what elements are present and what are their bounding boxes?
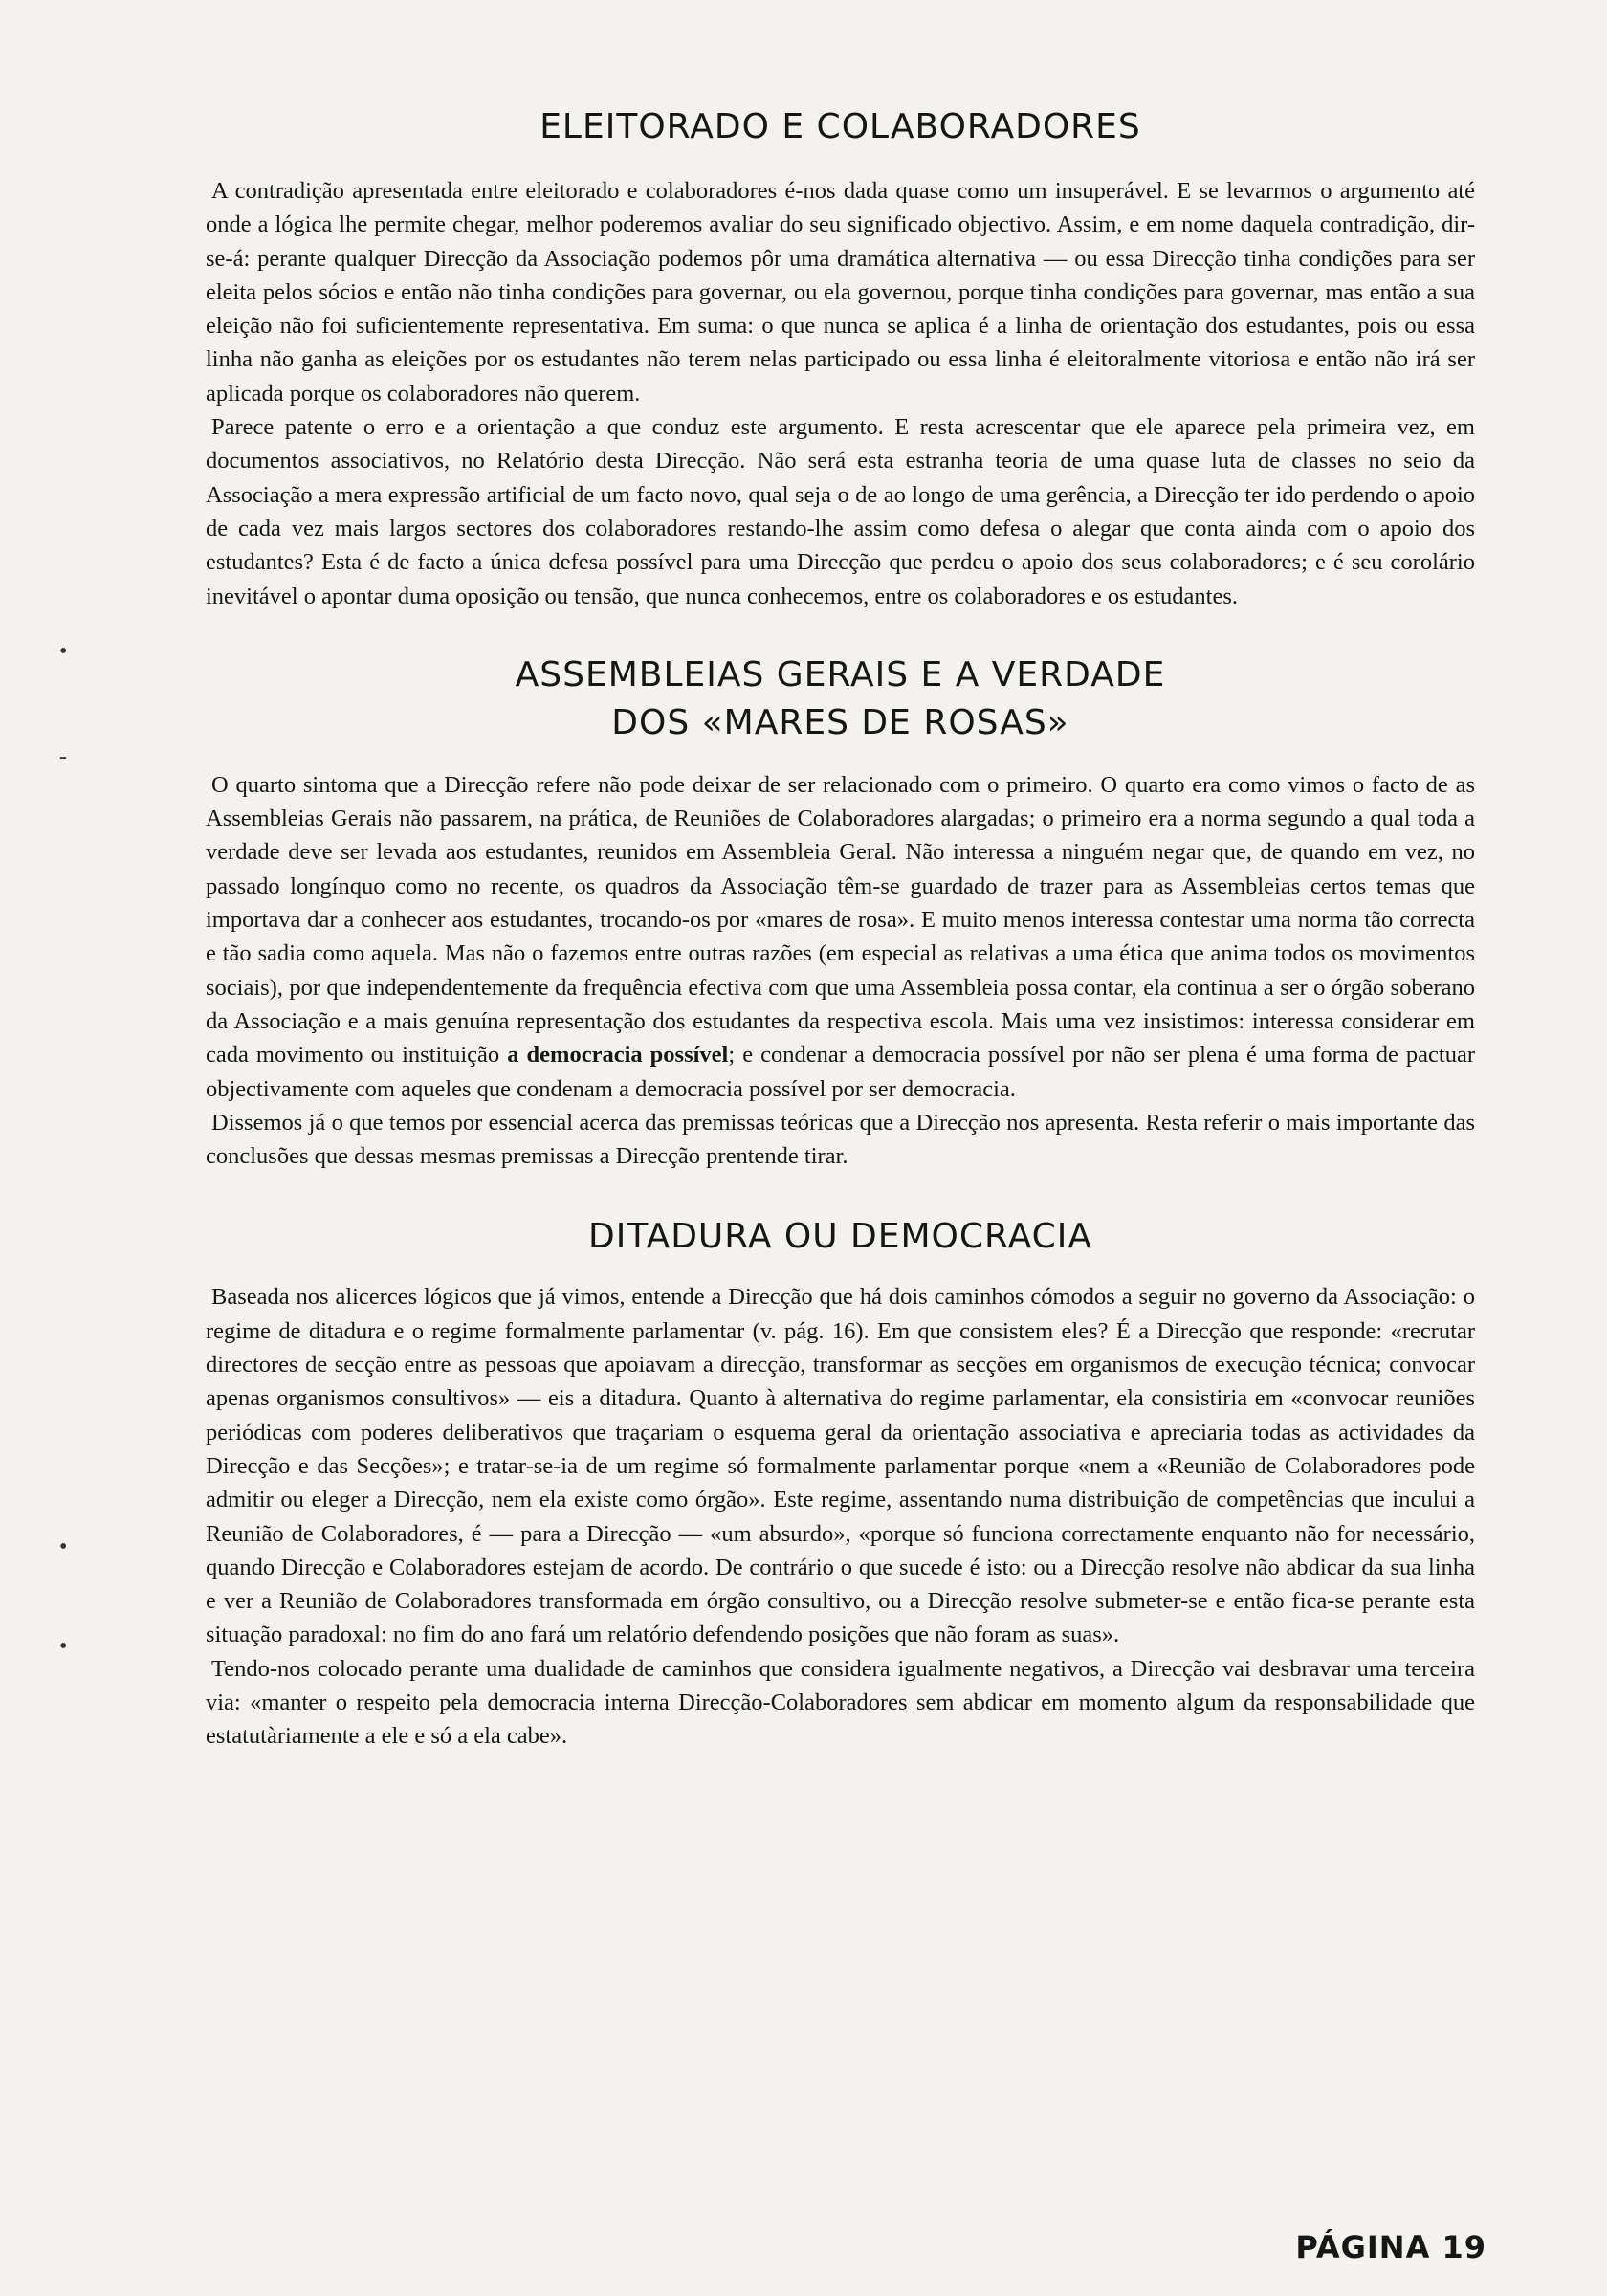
margin-mark: • xyxy=(59,1534,68,1559)
section-heading xyxy=(206,103,1475,151)
article-content xyxy=(206,103,1475,1754)
heading-line: ASSEMBLEIAS GERAIS E A VERDADE xyxy=(515,654,1166,695)
paragraph-text: ; e condenar a democracia possível por não ser plena é uma forma de pactuar objectivamente com aqueles que condenam a democracia possível por ser democracia. xyxy=(206,1042,1475,1102)
margin-mark: • xyxy=(59,1634,68,1659)
heading-line: DITADURA OU DEMOCRACIA xyxy=(588,1217,1092,1257)
section-heading xyxy=(206,651,1475,747)
section-heading xyxy=(206,1213,1475,1261)
section-body xyxy=(206,768,1475,1174)
page-number: PÁGINA 19 xyxy=(1295,2229,1486,2265)
paragraph: Dissemos já o que temos por essencial acerca das premissas teóricas que a Direcção nos apresenta. Resta referir o mais importante das conclusões que dessas mesmas premissas a Direcção prentende tirar. xyxy=(206,1109,1475,1170)
heading-line: DOS «MARES DE ROSAS» xyxy=(611,702,1069,742)
paragraph xyxy=(206,768,1475,1106)
paragraph-text: O quarto sintoma que a Direcção refere não pode deixar de ser relacionado com o primeiro. O quarto era como vimos o facto de as Assembleias Gerais não passarem, na prática, de Reuniões de Colaboradores alargadas; o primeiro era a norma segundo a qual toda a verdade deve ser levada aos estudantes, reunidos em Assembleia Geral. Não interessa a ninguém negar que, de quando em vez, no passado longínquo como no recente, os quadros da Associação têm-se guardado de trazer para as Assembleias certos temas que importava dar a conhecer aos estudantes, trocando-os por «mares de rosa». E muito menos interessa contestar uma norma tão correcta e tão sadia como aquela. Mas não o fazemos entre outras razões (em especial as relativas a uma ética que anima todos os movimentos sociais), por que independentemente da frequência efectiva com que uma Assembleia possa contar, ela continua a ser o órgão soberano da Associação e a mais genuína representação dos estudantes da respectiva escola. Mais uma vez insistimos: interessa considerar em cada movimento ou instituição xyxy=(206,771,1475,1069)
paragraph: Tendo-nos colocado perante uma dualidade de caminhos que considera igualmente negativos, a Direcção vai desbravar uma terceira via: «manter o respeito pela democracia interna Direcção-Colaboradores sem abdicar em momento algum da responsabilidade que estatutàriamente a ele e só a ela cabe». xyxy=(206,1655,1475,1750)
section-body xyxy=(206,174,1475,613)
emphasis-text: a democracia possível xyxy=(507,1042,729,1069)
paragraph: Baseada nos alicerces lógicos que já vimos, entende a Direcção que há dois caminhos cómodos a seguir no governo da Associação: o regime de ditadura e o regime formalmente parlamentar (v. pág. 16). Em que consistem eles? É a Direcção que responde: «recrutar directores de secção entre as pessoas que apoiavam a direcção, transformar as secções em organismos de execução técnica; convocar apenas organismos consultivos» — eis a ditadura. Quanto à alternativa do regime parlamentar, ela consistiria em «convocar reuniões periódicas com poderes deliberativos que traçariam o esquema geral da orientação associativa e apreciaria todas as actividades da Direcção e das Secções»; e tratar-se-ia de um regime só formalmente parlamentar porque «nem a «Reunião de Colaboradores pode admitir ou eleger a Direcção, nem ela existe como órgão». Este regime, assentando numa distribuição de competências que incului a Reunião de Colaboradores, é — para a Direcção — «um absurdo», «porque só funciona correctamente enquanto não for necessário, quando Direcção e Colaboradores estejam de acordo. De contrário o que sucede é isto: ou a Direcção resolve não abdicar da sua linha e ver a Reunião de Colaboradores transformada em órgão consultivo, ou a Direcção resolve submeter-se e então fica-se perante esta situação paradoxal: no fim do ano fará um relatório defendendo posições que não foram as suas». xyxy=(206,1284,1475,1648)
section-body xyxy=(206,1280,1475,1753)
margin-mark: • xyxy=(59,639,68,664)
paragraph: Parece patente o erro e a orientação a que conduz este argumento. E resta acrescentar que ele aparece pela primeira vez, em documentos associativos, no Relatório desta Direcção. Não será esta estranha teoria de uma quase luta de classes no seio da Associação a mera expressão artificial de um facto novo, qual seja o de ao longo de uma gerência, a Direcção ter ido perdendo o apoio de cada vez mais largos sectores dos colaboradores restando-lhe assim como defesa o alegar que conta ainda com o apoio dos estudantes? Esta é de facto a única defesa possível para uma Direcção que perdeu o apoio dos seus colaboradores; e é seu corolário inevitável o apontar duma oposição ou tensão, que nunca conhecemos, entre os colaboradores e os estudantes. xyxy=(206,414,1475,609)
margin-mark: - xyxy=(59,744,67,769)
heading-line: ELEITORADO E COLABORADORES xyxy=(539,107,1141,146)
paragraph: A contradição apresentada entre eleitorado e colaboradores é-nos dada quase como um insuperável. E se levarmos o argumento até onde a lógica lhe permite chegar, melhor poderemos avaliar do seu significado objectivo. Assim, e em nome daquela contradição, dir-se-á: perante qualquer Direcção da Associação podemos pôr uma dramática alternativa — ou essa Direcção tinha condições para ser eleita pelos sócios e então não tinha condições para governar, ou ela governou, porque tinha condições para governar, mas então a sua eleição não foi suficientemente representativa. Em suma: o que nunca se aplica é a linha de orientação dos estudantes, pois ou essa linha não ganha as eleições por os estudantes não terem nelas participado ou essa linha é eleitoralmente vitoriosa e então não irá ser aplicada porque os colaboradores não querem. xyxy=(206,178,1475,407)
